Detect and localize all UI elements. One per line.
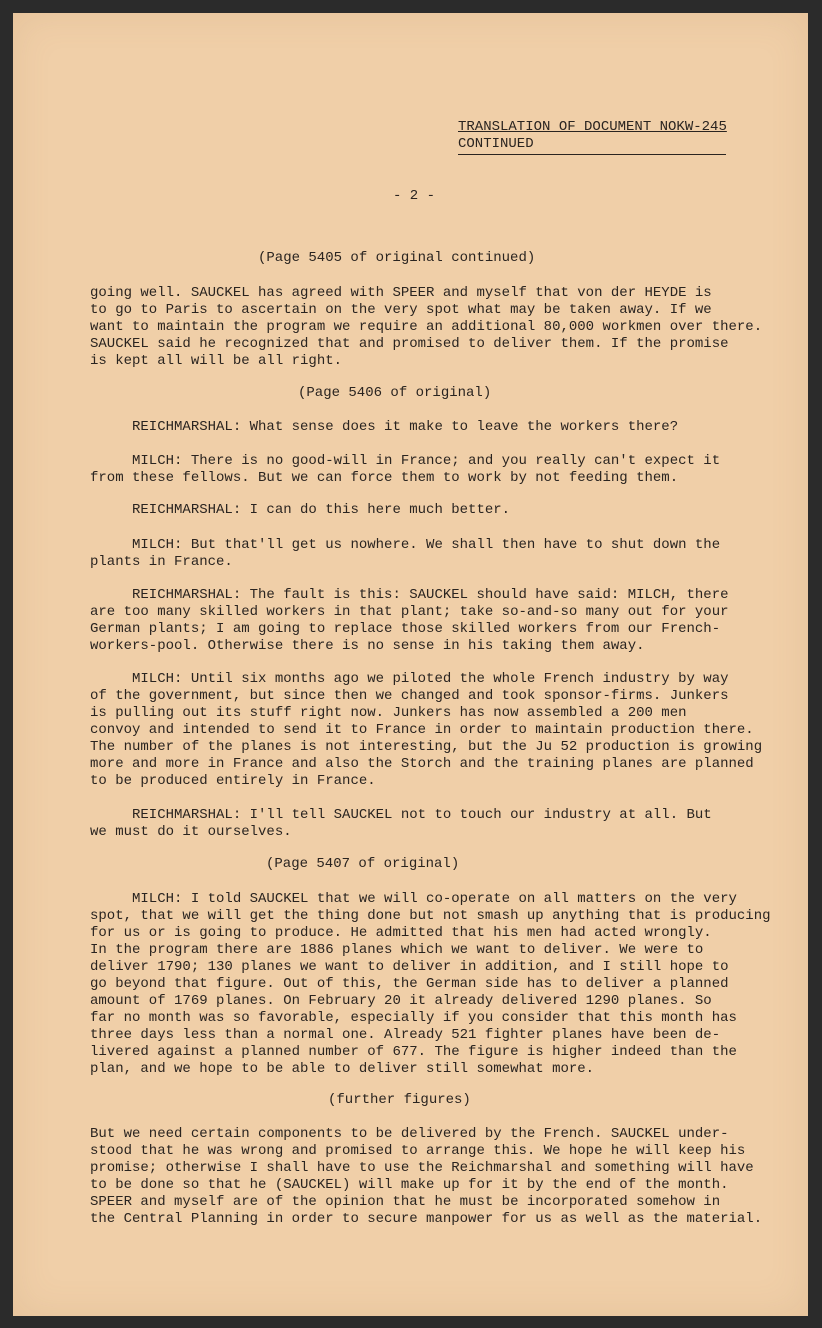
paragraph-1: going well. SAUCKEL has agreed with SPEER and myself that von der HEYDE is to go to Paris to ascertain on the very spot what may be taken away. If we want to maintain the program we require an additional 80,000 workmen over there. SAUCKEL said he recognized that and promised to deliver them. If the promise is kept all will be all right. [90,285,763,369]
paragraph-10: But we need certain components to be delivered by the French. SAUCKEL under- stood that he was wrong and promised to arrange this. We hope he will keep his promise; otherwise I shall have to use the Reichmarshal and something will have to be done so that he (SAUCKEL) will make up for it by the end of the month. SPEER and myself are of the opinion that he must be incorporated somehow in the Central Planning in order to secure manpower for us as well as the material. [90,1126,763,1227]
page-number: - 2 - [393,188,436,204]
document-page [13,13,808,1316]
section-header-5407: (Page 5407 of original) [266,856,460,872]
paragraph-7: MILCH: Until six months ago we piloted the whole French industry by way of the government, but since then we changed and took sponsor-firms. Junkers is pulling out its stuff right now. Junkers has now assembled a 200 men convoy and intended to send it to France in order to maintain production there. The number of the planes is not interesting, but the Ju 52 production is growing more and more in France and also the Storch and the training planes are planned to be produced entirely in France. [90,671,763,789]
paragraph-3: MILCH: There is no good-will in France; and you really can't expect it from these fellows. But we can force them to work by not feeding them. [90,453,721,486]
paragraph-9: MILCH: I told SAUCKEL that we will co-operate on all matters on the very spot, that we will get the thing done but not smash up anything that is producing for us or is going to produce. He admitted that his men had acted wrongly. In the program there are 1886 planes which we want to deliver. We were to deliver 1790; 130 planes we want to deliver in addition, and I still hope to go beyond that figure. Out of this, the German side has to deliver a planned amount of 1769 planes. On February 20 it already delivered 1290 planes. So far no month was so favorable, especially if you consider that this month has three days less than a normal one. Already 521 fighter planes have been de- livered against a planned number of 677. The figure is higher indeed than the plan, and we hope to be able to deliver still somewhat more. [90,891,771,1077]
paragraph-6: REICHMARSHAL: The fault is this: SAUCKEL should have said: MILCH, there are too many skilled workers in that plant; take so-and-so many out for your German plants; I am going to replace those skilled workers from our French- workers-pool. Otherwise there is no sense in his taking them away. [90,587,729,654]
heading-continued: CONTINUED [458,136,534,152]
paragraph-4: REICHMARSHAL: I can do this here much better. [90,502,511,518]
section-header-further-figures: (further figures) [328,1092,471,1108]
paragraph-5: MILCH: But that'll get us nowhere. We shall then have to shut down the plants in France. [90,537,721,570]
heading-title: TRANSLATION OF DOCUMENT NOKW-245 [458,119,727,135]
section-header-5406: (Page 5406 of original) [298,385,492,401]
section-header-5405: (Page 5405 of original continued) [258,250,536,266]
document-heading [458,119,726,155]
paragraph-8: REICHMARSHAL: I'll tell SAUCKEL not to touch our industry at all. But we must do it ourselves. [90,807,712,840]
paragraph-2: REICHMARSHAL: What sense does it make to leave the workers there? [90,419,679,435]
